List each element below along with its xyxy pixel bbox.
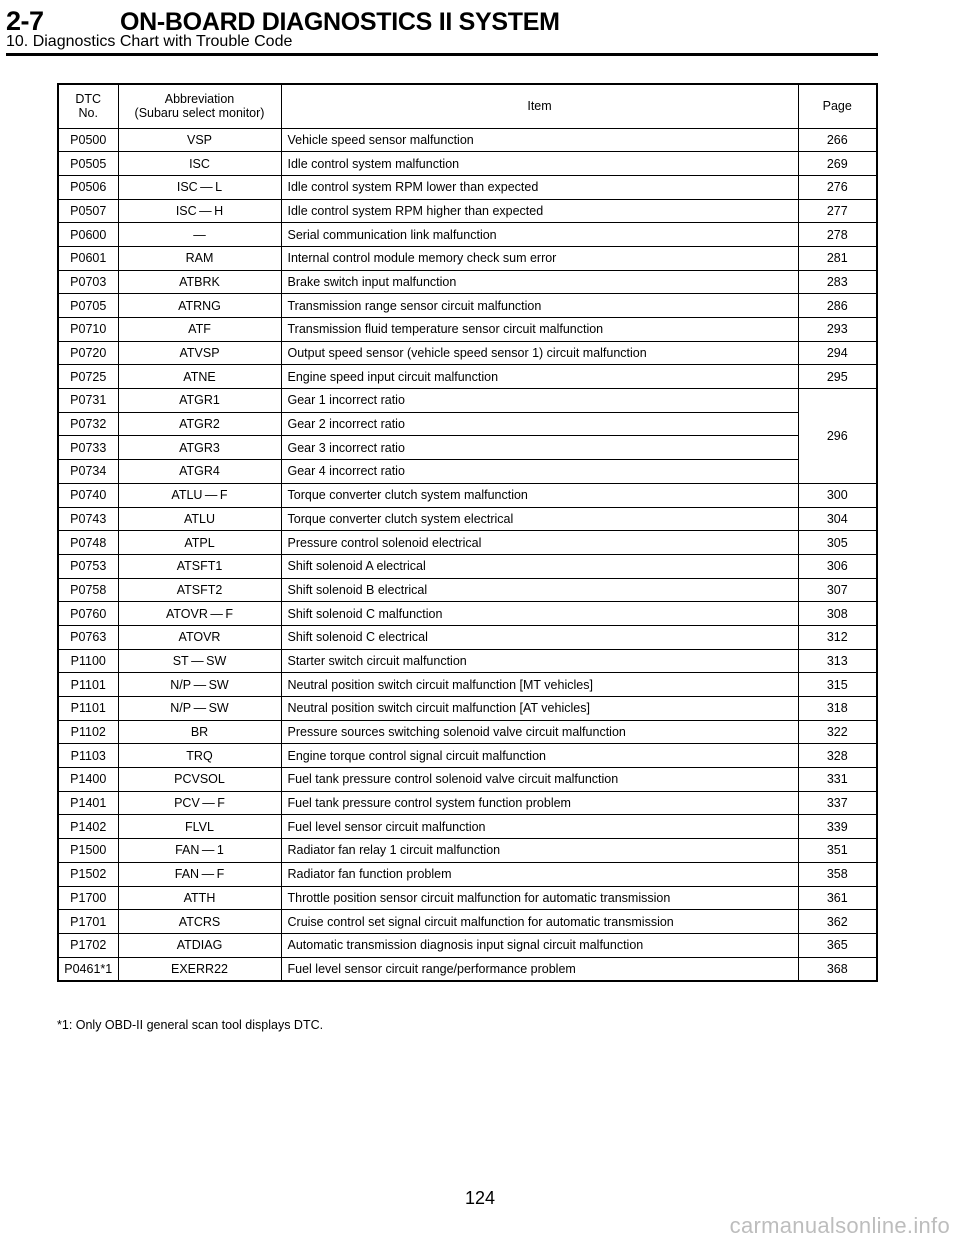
cell-item: Shift solenoid C electrical [281,625,798,649]
cell-item: Fuel tank pressure control system function problem [281,791,798,815]
cell-dtc: P1402 [58,815,118,839]
table-row [58,460,877,484]
cell-dtc: P0733 [58,436,118,460]
cell-dtc: P0461*1 [58,957,118,981]
cell-item: Radiator fan relay 1 circuit malfunction [281,839,798,863]
cell-abbreviation: ISC [118,152,281,176]
cell-item: Gear 3 incorrect ratio [281,436,798,460]
cell-item: Vehicle speed sensor malfunction [281,128,798,152]
cell-abbreviation: ATNE [118,365,281,389]
cell-page: 294 [798,341,877,365]
table-row [58,128,877,152]
footnote: *1: Only OBD-II general scan tool displays DTC. [57,1018,324,1032]
cell-item: Engine speed input circuit malfunction [281,365,798,389]
cell-abbreviation: ISC — H [118,199,281,223]
table-row [58,341,877,365]
cell-page: 365 [798,933,877,957]
col-header-abbreviation: Abbreviation (Subaru select monitor) [118,84,281,128]
cell-abbreviation: EXERR22 [118,957,281,981]
cell-item: Throttle position sensor circuit malfunction for automatic transmission [281,886,798,910]
cell-page: 295 [798,365,877,389]
table-row [58,246,877,270]
cell-page: 266 [798,128,877,152]
cell-dtc: P0732 [58,412,118,436]
header-rule [6,53,878,56]
cell-page: 318 [798,697,877,721]
cell-dtc: P1500 [58,839,118,863]
table-body [58,128,877,981]
cell-abbreviation: TRQ [118,744,281,768]
table-row [58,175,877,199]
cell-item: Output speed sensor (vehicle speed sensor 1) circuit malfunction [281,341,798,365]
table-row [58,933,877,957]
cell-abbreviation: ATVSP [118,341,281,365]
section-title: ON-BOARD DIAGNOSTICS II SYSTEM [120,8,560,36]
cell-abbreviation: ATTH [118,886,281,910]
cell-item: Internal control module memory check sum error [281,246,798,270]
cell-item: Fuel tank pressure control solenoid valve circuit malfunction [281,768,798,792]
cell-abbreviation: ATRNG [118,294,281,318]
section-subtitle: 10. Diagnostics Chart with Trouble Code [6,33,293,50]
cell-abbreviation: ATLU — F [118,483,281,507]
cell-page: 322 [798,720,877,744]
cell-page: 351 [798,839,877,863]
cell-item: Neutral position switch circuit malfunction [MT vehicles] [281,673,798,697]
cell-dtc: P0753 [58,554,118,578]
table-row [58,365,877,389]
table-row [58,199,877,223]
cell-page: 300 [798,483,877,507]
cell-page: 312 [798,625,877,649]
cell-dtc: P0705 [58,294,118,318]
cell-item: Neutral position switch circuit malfunction [AT vehicles] [281,697,798,721]
cell-dtc: P1103 [58,744,118,768]
table-row [58,815,877,839]
cell-item: Torque converter clutch system electrical [281,507,798,531]
cell-dtc: P0505 [58,152,118,176]
cell-abbreviation: FAN — 1 [118,839,281,863]
cell-dtc: P0763 [58,625,118,649]
cell-item: Automatic transmission diagnosis input signal circuit malfunction [281,933,798,957]
table-row [58,152,877,176]
table-row [58,270,877,294]
cell-item: Cruise control set signal circuit malfunction for automatic transmission [281,910,798,934]
cell-dtc: P0710 [58,318,118,342]
table-row [58,602,877,626]
cell-dtc: P1400 [58,768,118,792]
cell-dtc: P0758 [58,578,118,602]
cell-item: Shift solenoid B electrical [281,578,798,602]
cell-abbreviation: ATSFT1 [118,554,281,578]
cell-item: Idle control system RPM lower than expected [281,175,798,199]
table-row [58,294,877,318]
cell-page: 328 [798,744,877,768]
table-row [58,768,877,792]
col-header-page: Page [798,84,877,128]
cell-page: 307 [798,578,877,602]
cell-dtc: P0600 [58,223,118,247]
cell-page: 306 [798,554,877,578]
cell-page: 277 [798,199,877,223]
cell-page: 283 [798,270,877,294]
cell-item: Engine torque control signal circuit malfunction [281,744,798,768]
cell-abbreviation: ATBRK [118,270,281,294]
cell-dtc: P0743 [58,507,118,531]
table-row [58,578,877,602]
cell-abbreviation: BR [118,720,281,744]
cell-page: 339 [798,815,877,839]
cell-dtc: P1701 [58,910,118,934]
table-row [58,886,877,910]
cell-abbreviation: ATF [118,318,281,342]
cell-abbreviation: ATGR4 [118,460,281,484]
cell-item: Shift solenoid C malfunction [281,602,798,626]
cell-abbreviation: N/P — SW [118,673,281,697]
cell-dtc: P0507 [58,199,118,223]
table-row [58,697,877,721]
cell-item: Fuel level sensor circuit range/performance problem [281,957,798,981]
cell-dtc: P1700 [58,886,118,910]
cell-dtc: P1100 [58,649,118,673]
cell-abbreviation: ST — SW [118,649,281,673]
cell-item: Fuel level sensor circuit malfunction [281,815,798,839]
cell-page: 296 [798,389,877,484]
section-number: 2-7 [6,6,44,36]
table-header-row [58,84,877,128]
cell-dtc: P0506 [58,175,118,199]
table-row [58,910,877,934]
cell-page: 337 [798,791,877,815]
table-row [58,625,877,649]
cell-item: Pressure sources switching solenoid valve circuit malfunction [281,720,798,744]
cell-item: Transmission fluid temperature sensor circuit malfunction [281,318,798,342]
cell-item: Pressure control solenoid electrical [281,531,798,555]
cell-page: 269 [798,152,877,176]
cell-dtc: P1102 [58,720,118,744]
cell-dtc: P1401 [58,791,118,815]
cell-abbreviation: ATLU [118,507,281,531]
cell-page: 362 [798,910,877,934]
cell-abbreviation: N/P — SW [118,697,281,721]
table-row [58,507,877,531]
cell-page: 281 [798,246,877,270]
cell-item: Gear 4 incorrect ratio [281,460,798,484]
cell-page: 358 [798,862,877,886]
cell-dtc: P0500 [58,128,118,152]
cell-page: 331 [798,768,877,792]
table-row [58,720,877,744]
cell-dtc: P1101 [58,673,118,697]
cell-dtc: P0703 [58,270,118,294]
table-row [58,412,877,436]
cell-page: 276 [798,175,877,199]
cell-dtc: P0720 [58,341,118,365]
table-row [58,791,877,815]
cell-abbreviation: PCVSOL [118,768,281,792]
cell-abbreviation: VSP [118,128,281,152]
cell-abbreviation: ATGR3 [118,436,281,460]
cell-abbreviation: ATPL [118,531,281,555]
cell-abbreviation: ATSFT2 [118,578,281,602]
cell-abbreviation: — [118,223,281,247]
watermark: carmanualsonline.info [729,1213,950,1238]
cell-abbreviation: RAM [118,246,281,270]
cell-page: 305 [798,531,877,555]
table-row [58,223,877,247]
table-row [58,649,877,673]
cell-dtc: P0731 [58,389,118,413]
cell-item: Torque converter clutch system malfunction [281,483,798,507]
table-row [58,673,877,697]
table-row [58,744,877,768]
cell-item: Starter switch circuit malfunction [281,649,798,673]
col-header-dtc: DTC No. [58,84,118,128]
cell-dtc: P0734 [58,460,118,484]
cell-abbreviation: PCV — F [118,791,281,815]
cell-item: Brake switch input malfunction [281,270,798,294]
table-row [58,554,877,578]
cell-dtc: P0760 [58,602,118,626]
cell-abbreviation: ATGR1 [118,389,281,413]
page-header [0,0,960,56]
table-row [58,436,877,460]
cell-page: 293 [798,318,877,342]
cell-page: 315 [798,673,877,697]
cell-abbreviation: ATGR2 [118,412,281,436]
cell-page: 361 [798,886,877,910]
cell-page: 304 [798,507,877,531]
table-row [58,389,877,413]
cell-item: Serial communication link malfunction [281,223,798,247]
dtc-table [57,83,878,982]
cell-abbreviation: ISC — L [118,175,281,199]
table-row [58,957,877,981]
page-number: 124 [464,1188,496,1208]
cell-page: 308 [798,602,877,626]
cell-dtc: P1101 [58,697,118,721]
cell-dtc: P1702 [58,933,118,957]
cell-abbreviation: ATDIAG [118,933,281,957]
cell-dtc: P0740 [58,483,118,507]
cell-abbreviation: FAN — F [118,862,281,886]
table-row [58,839,877,863]
cell-dtc: P0601 [58,246,118,270]
cell-dtc: P1502 [58,862,118,886]
col-header-item: Item [281,84,798,128]
cell-abbreviation: FLVL [118,815,281,839]
cell-page: 286 [798,294,877,318]
cell-abbreviation: ATOVR [118,625,281,649]
table-row [58,531,877,555]
cell-page: 313 [798,649,877,673]
cell-page: 368 [798,957,877,981]
cell-page: 278 [798,223,877,247]
table-row [58,862,877,886]
table-row [58,318,877,342]
cell-item: Idle control system malfunction [281,152,798,176]
cell-item: Gear 2 incorrect ratio [281,412,798,436]
cell-abbreviation: ATCRS [118,910,281,934]
table-row [58,483,877,507]
cell-item: Transmission range sensor circuit malfunction [281,294,798,318]
cell-item: Radiator fan function problem [281,862,798,886]
cell-item: Idle control system RPM higher than expected [281,199,798,223]
cell-dtc: P0725 [58,365,118,389]
cell-abbreviation: ATOVR — F [118,602,281,626]
cell-item: Shift solenoid A electrical [281,554,798,578]
cell-item: Gear 1 incorrect ratio [281,389,798,413]
cell-dtc: P0748 [58,531,118,555]
